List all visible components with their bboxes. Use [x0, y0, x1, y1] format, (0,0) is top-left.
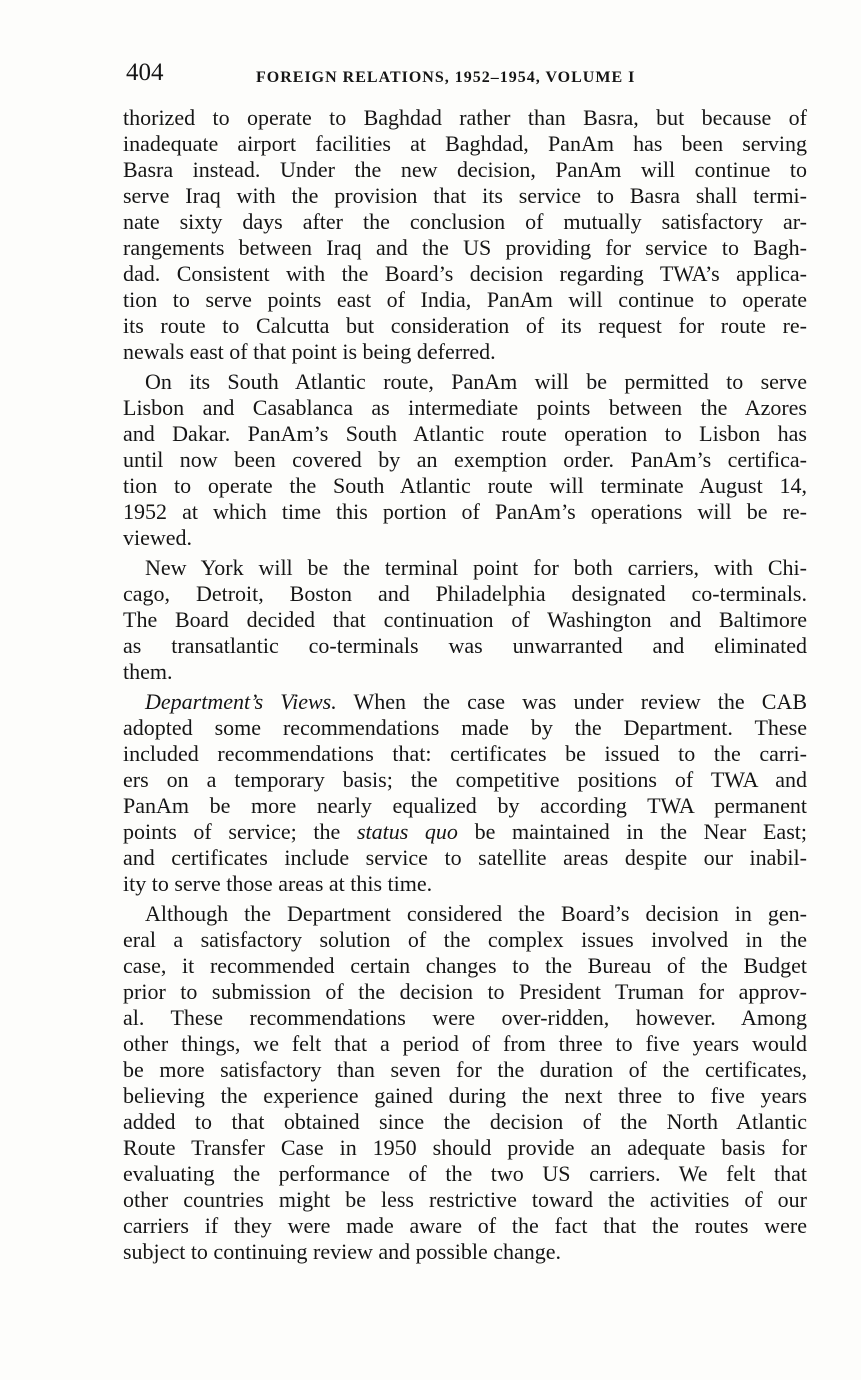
text-line	[123, 819, 807, 845]
page-header	[126, 58, 806, 94]
text-line: Lisbon and Casablanca as intermediate points between the Azores	[123, 395, 807, 420]
text-line: tion to serve points east of India, PanAm will continue to operate	[123, 287, 807, 312]
paragraph-3	[123, 555, 807, 685]
text-line: case, it recommended certain changes to the Bureau of the Budget	[123, 953, 807, 978]
text-line: nate sixty days after the conclusion of mutually satisfactory ar-	[123, 209, 807, 234]
paragraph-2	[123, 369, 807, 551]
text-line: dad. Consistent with the Board’s decision regarding TWA’s applica-	[123, 261, 807, 286]
text-line: eral a satisfactory solution of the complex issues involved in the	[123, 927, 807, 952]
text-line: serve Iraq with the provision that its service to Basra shall termi-	[123, 183, 807, 208]
text-line: added to that obtained since the decision of the North Atlantic	[123, 1109, 807, 1134]
text-line: other countries might be less restrictive toward the activities of our	[123, 1187, 807, 1212]
text-line: carriers if they were made aware of the fact that the routes were	[123, 1213, 807, 1238]
text-line: viewed.	[123, 525, 193, 550]
text-line: believing the experience gained during the next three to five years	[123, 1083, 807, 1108]
text-line: ers on a temporary basis; the competitive positions of TWA and	[123, 767, 807, 792]
text-line: inadequate airport facilities at Baghdad, PanAm has been serving	[123, 131, 807, 156]
text-line: New York will be the terminal point for both carriers, with Chi-	[145, 555, 807, 580]
text-line: thorized to operate to Baghdad rather than Basra, but because of	[123, 105, 807, 130]
text-line: rangements between Iraq and the US providing for service to Bagh-	[123, 235, 807, 260]
page-number: 404	[126, 59, 164, 86]
text-line: al. These recommendations were over-ridden, however. Among	[123, 1005, 807, 1030]
text-line: newals east of that point is being deferred.	[123, 339, 496, 364]
text-line: adopted some recommendations made by the Department. These	[123, 715, 807, 740]
text-line: 1952 at which time this portion of PanAm’s operations will be re-	[123, 499, 807, 524]
section-heading: Department’s Views.	[145, 689, 337, 714]
text-line: PanAm be more nearly equalized by according TWA permanent	[123, 793, 807, 818]
text-line: and certificates include service to satellite areas despite our inabil-	[123, 845, 807, 870]
text-line	[123, 689, 807, 715]
paragraph-5	[123, 901, 807, 1265]
text-line: The Board decided that continuation of Washington and Baltimore	[123, 607, 807, 632]
running-title: FOREIGN RELATIONS, 1952–1954, VOLUME I	[256, 69, 636, 86]
text-line: Route Transfer Case in 1950 should provide an adequate basis for	[123, 1135, 807, 1160]
text-line: cago, Detroit, Boston and Philadelphia designated co-terminals.	[123, 581, 807, 606]
text-line: them.	[123, 659, 173, 684]
text-line: tion to operate the South Atlantic route will terminate August 14,	[123, 473, 807, 498]
text-line: Although the Department considered the Board’s decision in gen-	[145, 901, 807, 926]
document-body	[123, 105, 807, 1269]
line-text: points of service; the	[123, 819, 357, 844]
text-line: subject to continuing review and possible change.	[123, 1239, 562, 1264]
text-line: ity to serve those areas at this time.	[123, 871, 433, 896]
line-text: be maintained in the Near East;	[457, 819, 807, 844]
paragraph-1	[123, 105, 807, 365]
text-line: and Dakar. PanAm’s South Atlantic route operation to Lisbon has	[123, 421, 807, 446]
text-line: included recommendations that: certificates be issued to the carri-	[123, 741, 807, 766]
text-line: evaluating the performance of the two US carriers. We felt that	[123, 1161, 807, 1186]
text-line: as transatlantic co-terminals was unwarranted and eliminated	[123, 633, 807, 658]
line-text: When the case was under review the CAB	[336, 689, 808, 714]
text-line: On its South Atlantic route, PanAm will be permitted to serve	[145, 369, 807, 394]
text-line: Basra instead. Under the new decision, PanAm will continue to	[123, 157, 807, 182]
text-line: prior to submission of the decision to President Truman for approv-	[123, 979, 807, 1004]
text-line: be more satisfactory than seven for the duration of the certificates,	[123, 1057, 807, 1082]
paragraph-4	[123, 689, 807, 897]
text-line: its route to Calcutta but consideration of its request for route re-	[123, 313, 807, 338]
text-line: other things, we felt that a period of from three to five years would	[123, 1031, 807, 1056]
emphasis-text: status quo	[356, 819, 458, 844]
text-line: until now been covered by an exemption order. PanAm’s certifica-	[123, 447, 807, 472]
